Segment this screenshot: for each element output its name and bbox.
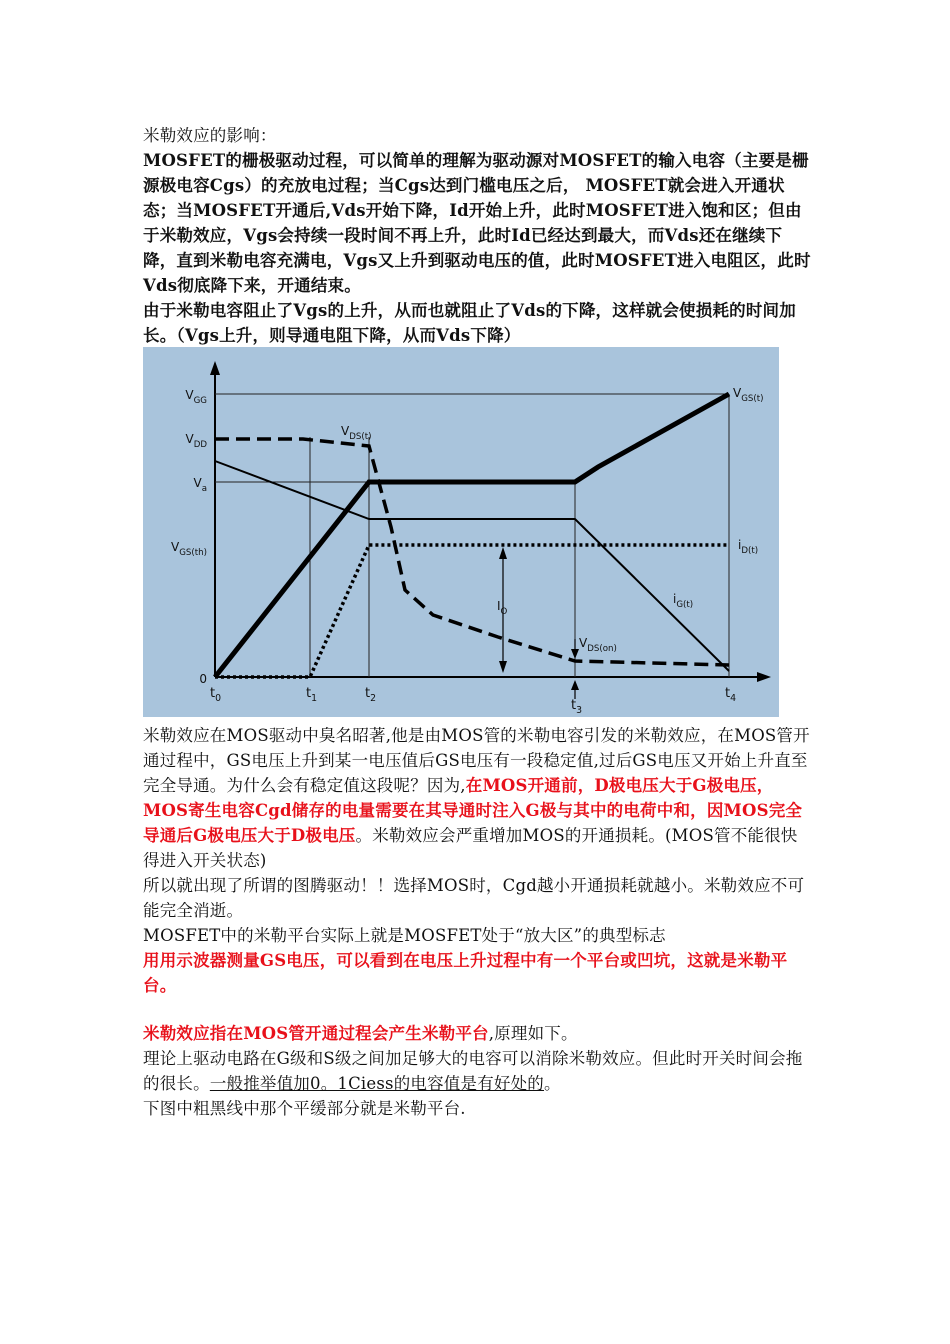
x-tick-t1: $t_1$ [306,686,318,704]
y-label-va: $V_a$ [193,476,207,494]
definition-tail: ,原理如下。 [488,1024,578,1043]
y-label-0: 0 [199,672,207,686]
y-label-vdd: $V_{DD}$ [185,432,207,450]
definition-highlight: 米勒效应指在MOS管开通过程会产生米勒平台 [143,1024,489,1043]
paragraph-oscilloscope: 用用示波器测量GS电压，可以看到在电压上升过程中有一个平台或凹坑，这就是米勒平台。 [143,951,788,995]
capacitor-recommendation: 一般推举值加0。1Ciess的电容值是有好处的 [209,1074,545,1093]
miller-text-intro: 米勒效应在MOS驱动中臭名昭著,他是由MOS管的米勒电容引发的米勒效应，在MOS管开通过程中，GS电压上升到某一电压值后GS电压有一段稳定值,过后GS电压又开始上升直至完全导通。为什么会有稳定值这段呢？因为, [143,726,810,795]
capacitor-tail: 。 [544,1074,561,1093]
section-heading: 米勒效应的影响： [143,126,277,145]
series-label-vgst: $V_{GS(t)}$ [733,386,764,404]
x-tick-t2: $t_2$ [365,686,377,704]
paragraph-miller-effect [143,723,811,873]
series-label-idt: $i_{D(t)}$ [738,538,759,556]
annotation-io: $I_O$ [497,599,508,617]
y-label-vgg: $V_{GG}$ [185,388,207,406]
x-tick-t4: $t_4$ [725,686,737,704]
chart-background [143,347,779,717]
paragraph-capacitor [143,1046,811,1096]
annotation-vdson: $V_{DS(on)}$ [579,636,617,654]
paragraph-totem-drive: 所以就出现了所谓的图腾驱动！！选择MOS时，Cgd越小开通损耗就越小。米勒效应不可能完全消逝。 [143,876,805,920]
x-tick-t0: $t_0$ [210,686,222,704]
miller-text-tail: 。米勒效应会严重增加MOS的开通损耗。(MOS管不能很快得进入开关状态) [143,826,798,870]
paragraph-definition [143,1021,811,1046]
series-label-igt: $i_{G(t)}$ [673,592,694,610]
y-label-vgsth: $V_{GS(th)}$ [171,540,207,558]
paragraph-gate-drive: MOSFET的栅极驱动过程，可以简单的理解为驱动源对MOSFET的输入电容（主要是栅源极电容Cgs）的充放电过程；当Cgs达到门槛电压之后， MOSFET就会进入开通状态；当MOSFET开通后,Vds开始下降，Id开始上升，此时MOSFET进入饱和区；但由于米勒效应，Vgs会持续一段时间不再上升，此时Id已经达到最大，而Vds还在继续下降，直到米勒电容充满电，Vgs又上升到驱动电压的值，此时MOSFET进入电阻区，此时Vds彻底降下来，开通结束。 [143,151,811,295]
miller-text-highlight: 在MOS开通前，D极电压大于G极电压，MOS寄生电容Cgd储存的电量需要在其导通时注入G极与其中的电荷中和，因MOS完全导通后G极电压大于D极电压 [143,776,803,845]
paragraph-figure-note: 下图中粗黑线中那个平缓部分就是米勒平台. [143,1099,466,1118]
x-tick-t3: $t_3$ [571,698,583,716]
miller-plateau-chart [143,347,779,717]
paragraph-miller-loss: 由于米勒电容阻止了Vgs的上升，从而也就阻止了Vds的下降，这样就会使损耗的时间加长。（Vgs上升，则导通电阻下降，从而Vds下降） [143,301,796,345]
capacitor-text: 理论上驱动电路在G级和S级之间加足够大的电容可以消除米勒效应。但此时开关时间会拖的很长。 [143,1049,803,1093]
series-label-vdst: $V_{DS(t)}$ [341,424,372,442]
paragraph-miller-plateau: MOSFET中的米勒平台实际上就是MOSFET处于“放大区”的典型标志 [143,926,666,945]
